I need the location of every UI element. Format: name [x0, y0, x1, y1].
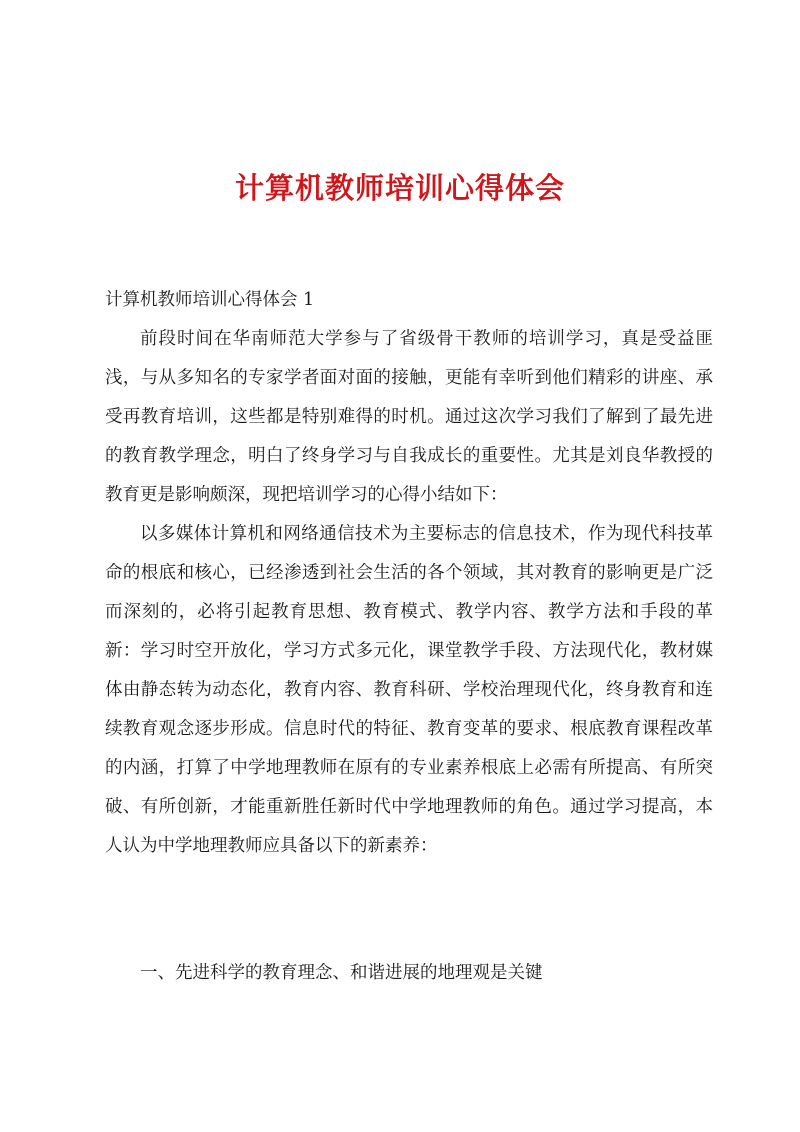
document-subtitle: 计算机教师培训心得体会 1: [105, 290, 315, 310]
paragraph-2: 以多媒体计算机和网络通信技术为主要标志的信息技术，作为现代科技革命的根底和核心，已经渗透到社会生活的各个领域，其对教育的影响更是广泛而深刻的，必将引起教育思想、教育模式、教学内容、教学方法和手段的革新：学习时空开放化，学习方式多元化，课堂教学手段、方法现代化，教材媒体由静态转为动态化，教育内容、教育科研、学校治理现代化，终身教育和连续教育观念逐步形成。信息时代的特征、教育变革的要求、根底教育课程改革的内涵，打算了中学地理教师在原有的专业素养根底上必需有所提高、有所突破、有所创新，才能重新胜任新时代中学地理教师的角色。通过学习提高，本人认为中学地理教师应具备以下的新素养：: [105, 524, 713, 856]
document-body: [105, 320, 713, 866]
section-heading: 一、先进科学的教育理念、和谐进展的地理观是关键: [140, 963, 543, 983]
document-title: 计算机教师培训心得体会: [234, 171, 565, 205]
paragraph-1: 前段时间在华南师范大学参与了省级骨干教师的培训学习，真是受益匪浅，与从多知名的专家学者面对面的接触，更能有幸听到他们精彩的讲座、承受再教育培训，这些都是特别难得的时机。通过这次学习我们了解到了最先进的教育教学理念，明白了终身学习与自我成长的重要性。尤其是刘良华教授的教育更是影响颇深，现把培训学习的心得小结如下：: [105, 329, 713, 505]
